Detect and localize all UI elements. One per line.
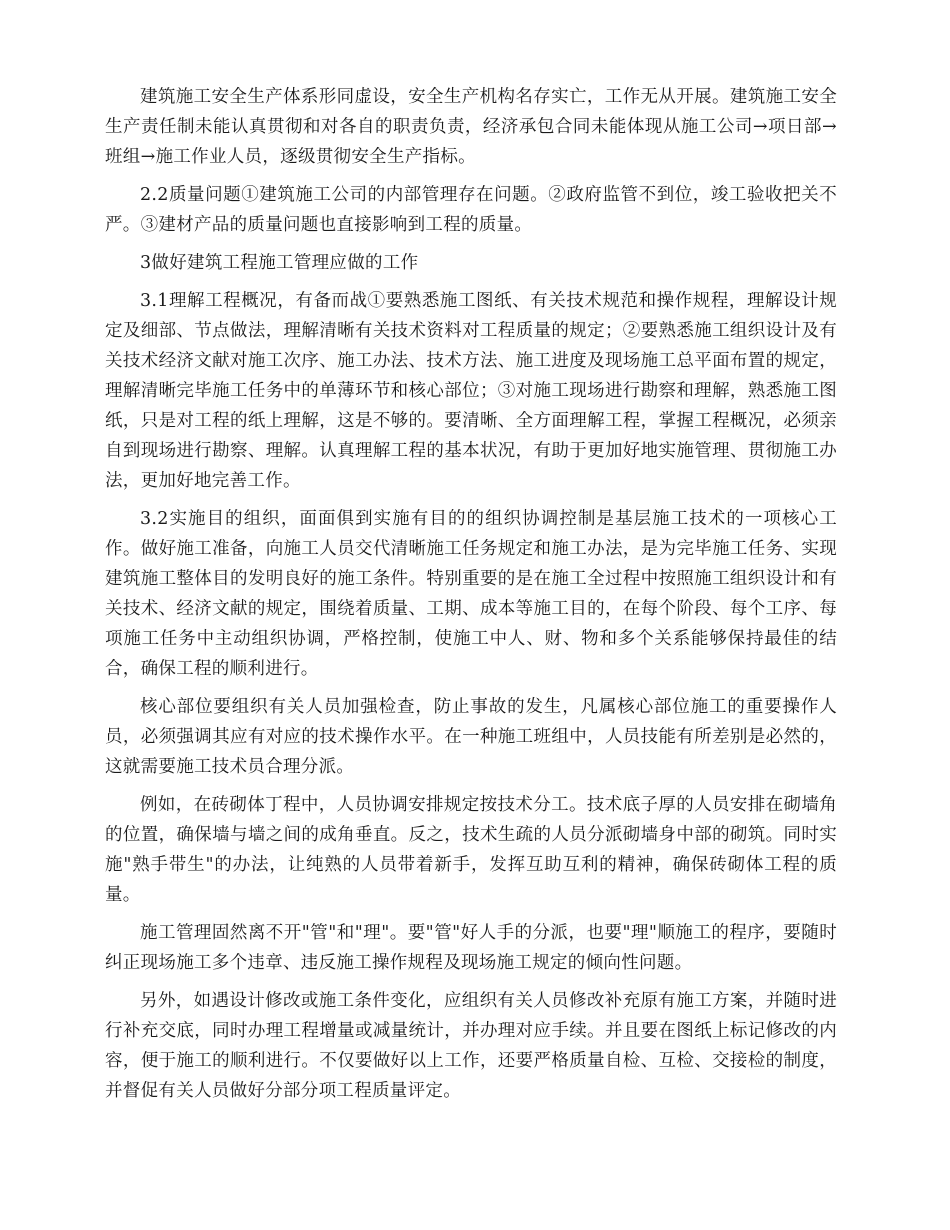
section-heading-3: 3做好建筑工程施工管理应做的工作 <box>140 253 419 273</box>
paragraph-3-2-organization: 3.2实施目的组织，面面俱到实施有目的的组织协调控制是基层施工技术的一项核心工作。做好施工准备，向施工人员交代清晰施工任务规定和施工办法，是为完毕施工任务、实现建筑施工整体目的发明良好的施工条件。特别重要的是在施工全过程中按照施工组织设计和有关技术、经济文献的规定，围绕着质量、工期、成本等施工目的，在每个阶段、每个工序、每项施工任务中主动组织协调，严格控制，使施工中人、财、物和多个关系能够保持最佳的结合，确保工程的顺利进行。 <box>105 509 837 679</box>
paragraph-design-changes: 另外，如遇设计修改或施工条件变化，应组织有关人员修改补充原有施工方案，并随时进行补充交底，同时办理工程增量或减量统计，并办理对应手续。并且要在图纸上标记修改的内容，便于施工的顺利进行。不仅要做好以上工作，还要严格质量自检、互检、交接检的制度，并督促有关人员做好分部分项工程质量评定。 <box>105 991 837 1101</box>
paragraph-3-1-overview: 3.1理解工程概况，有备而战①要熟悉施工图纸、有关技术规范和操作规程，理解设计规定及细部、节点做法，理解清晰有关技术资料对工程质量的规定；②要熟悉施工组织设计及有关技术经济文献对施工次序、施工办法、技术方法、施工进度及现场施工总平面布置的规定，理解清晰完毕施工任务中的单薄环节和核心部位；③对施工现场进行勘察和理解，熟悉施工图纸，只是对工程的纸上理解，这是不够的。要清晰、全方面理解工程，掌握工程概况，必须亲自到现场进行勘察、理解。认真理解工程的基本状况，有助于更加好地实施管理、贯彻施工办法，更加好地完善工作。 <box>105 291 837 491</box>
paragraph-quality-issues: 2.2质量问题①建筑施工公司的内部管理存在问题。②政府监管不到位，竣工验收把关不严。③建材产品的质量问题也直接影响到工程的质量。 <box>105 185 837 235</box>
paragraph-safety-system: 建筑施工安全生产体系形同虚设，安全生产机构名存实亡，工作无从开展。建筑施工安全生产责任制未能认真贯彻和对各自的职责负责，经济承包合同未能体现从施工公司→项日部→班组→施工作业人员，逐级贯彻安全生产指标。 <box>105 87 837 167</box>
paragraph-management: 施工管理固然离不开"管"和"理"。要"管"好人手的分派，也要"理"顺施工的程序，要随时纠正现场施工多个违章、违反施工操作规程及现场施工规定的倾向性问题。 <box>105 923 837 973</box>
paragraph-key-parts: 核心部位要组织有关人员加强检查，防止事故的发生，凡属核心部位施工的重要操作人员，必须强调其应有对应的技术操作水平。在一种施工班组中，人员技能有所差别是必然的，这就需要施工技术员合理分派。 <box>105 697 837 777</box>
paragraph-example-masonry: 例如，在砖砌体丁程中，人员协调安排规定按技术分工。技术底子厚的人员安排在砌墙角的位置，确保墙与墙之间的成角垂直。反之，技术生疏的人员分派砌墙身中部的砌筑。同时实施"熟手带生"的办法，让纯熟的人员带着新手，发挥互助互利的精神，确保砖砌体工程的质量。 <box>105 795 837 905</box>
document-page <box>105 82 837 1114</box>
